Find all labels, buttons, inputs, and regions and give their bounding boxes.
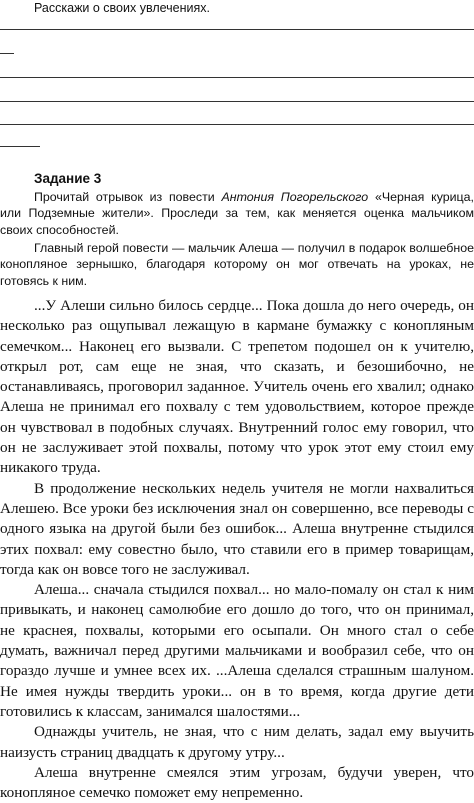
story-paragraph-1: ...У Алеши сильно билось сердце... Пока дошла до него очередь, он несколько раз ощупывал лежащую в кармане бумажку с конопляным семечком... Наконец его вызвали. С трепетом подошел он к учителю, открыл рот, сам еще не зная, что сказать, и безошибочно, не останавливаясь, проговорил заданное. Учитель очень его хвалил; однако Алеша не принимал его похвалу с тем удовольствием, которое прежде он чувствовал в подобных случаях. Внутренний голос ему говорил, что он не заслуживает этой похвалы, потому что урок этот ему стоил ему никакого труда. <box>0 297 474 477</box>
story-paragraph-2: В продолжение нескольких недель учителя не могли нахвалиться Алешею. Все уроки без исключения знал он совершенно, все переводы с одного языка на другой были без ошибок... Алеша внутренне стыдился этих похвал: ему совестно было, что ставили его в пример товарищам, тогда как он вовсе того не заслуживал. <box>0 479 474 578</box>
prompt-text: Расскажи о своих увлечениях. <box>34 1 210 15</box>
answer-line <box>0 29 474 30</box>
task-instruction <box>0 189 474 238</box>
intro-paragraph: Главный герой повести — мальчик Алеша — получил в подарок волшебное конопляное зернышко, благодаря которому он мог отвечать на уроках, не готовясь к ним. <box>0 241 474 288</box>
task-title: Задание 3 <box>34 171 102 186</box>
answer-line <box>0 146 40 147</box>
instruction-paragraph: Прочитай отрывок из повести Антония Погорельского «Черная курица, или Подземные жители». Проследи за тем, как меняется оценка мальчиком своих способностей. <box>0 190 474 237</box>
author-name: Антония Погорельского <box>221 190 369 204</box>
story-excerpt <box>0 296 474 803</box>
answer-line <box>0 53 14 54</box>
story-paragraph-3: Алеша... сначала стыдился похвал... но мало-помалу он стал к ним привыкать, и наконец самолюбие его дошло до того, что он принимал, не краснея, похвалы, которыми его осыпали. Он много стал о себе думать, важничал перед другими мальчиками и вообразил себе, что он гораздо лучше и умнее всех их. ...Алеша сделался страшным шалуном. Не имея нужды твердить уроки... он в то время, когда другие дети готовились к классам, занимался шалостями... <box>0 581 474 720</box>
answer-line <box>0 101 474 102</box>
task-intro <box>0 240 474 289</box>
story-paragraph-5: Алеша внутренне смеялся этим угрозам, будучи уверен, что конопляное семечко поможет ему непременно. <box>0 763 474 802</box>
answer-line <box>0 77 474 78</box>
story-paragraph-4: Однажды учитель, не зная, что с ним делать, задал ему выучить наизусть страниц двадцать к другому утру... <box>0 723 474 761</box>
answer-line <box>0 124 474 125</box>
